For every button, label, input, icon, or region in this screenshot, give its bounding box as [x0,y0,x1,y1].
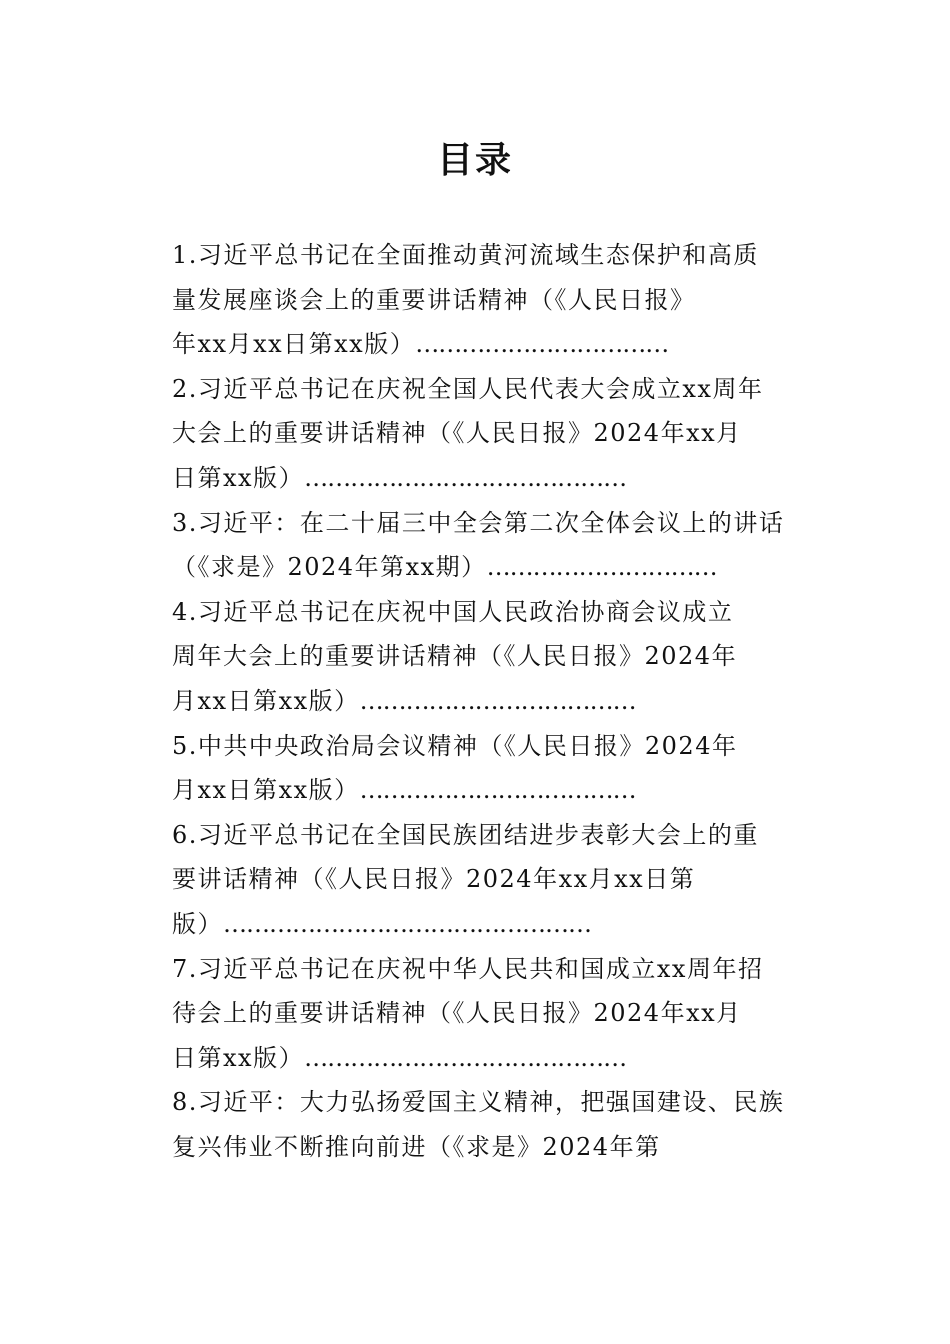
toc-entry-text: 月xx日第xx版） [172,776,360,805]
toc-leader-dots: …………………………………… [304,463,627,492]
toc-entry-line: 复兴伟业不断推向前进（《求是》2024年第 [172,1132,661,1161]
toc-entry-line: 量发展座谈会上的重要讲话精神（《人民日报》 [172,285,696,314]
toc-entry-line [172,322,792,367]
toc-entry-1[interactable] [172,233,792,367]
toc-list [172,233,792,1169]
toc-leader-dots: …………………………… [415,330,669,359]
toc-entry-line [172,456,792,501]
toc-leader-dots: …………………………………… [304,1043,627,1072]
toc-entry-line [172,902,792,947]
toc-entry-6[interactable] [172,813,792,947]
toc-entry-line: 6.习近平总书记在全国民族团结进步表彰大会上的重 [172,820,759,849]
toc-leader-dots: ………………………………………… [223,909,591,938]
toc-entry-2[interactable] [172,367,792,501]
toc-entry-text: （《求是》2024年第xx期） [172,553,487,582]
toc-entry-line: 7.习近平总书记在庆祝中华人民共和国成立xx周年招 [172,954,764,983]
toc-entry-line: 1.习近平总书记在全面推动黄河流域生态保护和高质 [172,241,759,269]
toc-entry-4[interactable] [172,590,792,724]
toc-entry-line [172,679,792,724]
toc-entry-text: 日第xx版） [172,463,305,492]
toc-entry-line: 2.习近平总书记在庆祝全国人民代表大会成立xx周年 [172,374,764,403]
toc-entry-line: 8.习近平：大力弘扬爱国主义精神，把强国建设、民族 [172,1088,785,1117]
toc-entry-text: 年xx月xx日第xx版） [172,330,416,359]
toc-entry-line: 4.习近平总书记在庆祝中国人民政治协商会议成立 [172,597,734,626]
toc-entry-line [172,1036,792,1081]
toc-entry-line [172,545,792,590]
toc-entry-text: 日第xx版） [172,1043,305,1072]
toc-entry-text: 版） [172,909,223,938]
toc-entry-line: 3.习近平：在二十届三中全会第二次全体会议上的讲话 [172,508,785,537]
toc-entry-line: 待会上的重要讲话精神（《人民日报》2024年xx月 [172,999,742,1028]
toc-entry-8[interactable] [172,1080,792,1169]
toc-leader-dots: ……………………………… [359,686,636,715]
toc-title: 目录 [436,139,513,181]
toc-entry-7[interactable] [172,947,792,1081]
toc-entry-line: 周年大会上的重要讲话精神（《人民日报》2024年 [172,642,738,671]
toc-leader-dots: ……………………………… [359,776,636,805]
toc-entry-3[interactable] [172,501,792,590]
toc-entry-5[interactable] [172,724,792,813]
toc-entry-text: 月xx日第xx版） [172,686,360,715]
toc-entry-line [172,768,792,813]
toc-entry-line: 大会上的重要讲话精神（《人民日报》2024年xx月 [172,419,742,448]
toc-entry-line: 5.中共中央政治局会议精神（《人民日报》2024年 [172,731,738,760]
toc-leader-dots: ………………………… [486,553,717,582]
toc-entry-line: 要讲话精神（《人民日报》2024年xx月xx日第 [172,865,696,894]
